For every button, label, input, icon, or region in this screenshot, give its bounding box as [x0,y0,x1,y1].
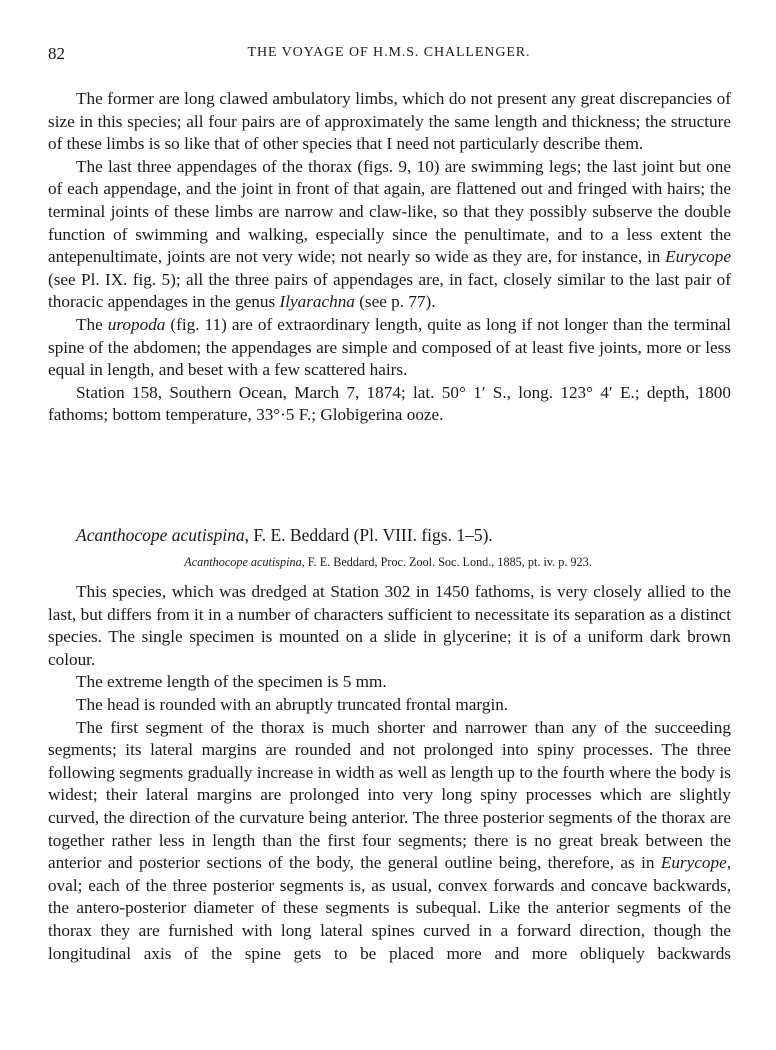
paragraph-length: The extreme length of the specimen is 5 mm. [76,672,387,692]
page-number: 82 [48,44,65,63]
genus-name: Eurycope [660,853,727,873]
genus-name: Ilyarachna [279,292,355,312]
running-title: THE VOYAGE OF H.M.S. CHALLENGER. [247,45,531,60]
paragraph-uropoda: The uropoda (fig. 11) are of extraordinary length, quite as long if not longer than the terminal spine of the abdomen; the appendages are simple and composed of at least five joints, more or less equal in length, and beset with a few scattered hairs. [48,314,731,380]
running-head [48,44,730,66]
synonym-reference: Acanthocope acutispina, F. E. Beddard, Proc. Zool. Soc. Lond., 1885, pt. iv. p. 923. [184,555,592,569]
paragraph-station-record: Station 158, Southern Ocean, March 7, 1874; lat. 50° 1′ S., long. 123° 4′ E.; depth, 1800 fathoms; bottom temperature, 33°·5 F.; Globigerina ooze. [48,382,731,425]
paragraph-head: The head is rounded with an abruptly truncated frontal margin. [76,694,509,714]
paragraph-station-302: This species, which was dredged at Station 302 in 1450 fathoms, is very closely allied to the last, but differs from it in a number of characters sufficient to necessitate its separation as a distinct species. The single specimen is mounted on a slide in glycerine; it is of a uniform dark brown colour. [48,582,731,669]
paragraph-ambulatory-limbs: The former are long clawed ambulatory limbs, which do not present any great discrepancies of size in this species; all four pairs are of approximately the same length and thickness; the structure of these limbs is so like that of other species that I need not particularly describe them. [48,89,731,154]
species-authority: , F. E. Beddard (Pl. VIII. figs. 1–5). [244,525,493,545]
genus-name: Eurycope [665,247,731,267]
species-name: Acanthocope acutispina [76,525,245,545]
section-previous-species [48,88,731,427]
paragraph-swimming-legs: The last three appendages of the thorax (figs. 9, 10) are swimming legs; the last joint but one of each appendage, and the joint in front of that again, are flattened out and fringed with hairs; the terminal joints of these limbs are narrow and claw-like, so that they possibly subserve the double function of swimming and walking, especially since the penultimate, and to a less extent the antepenultimate, joints are not very wide; not nearly so wide as they are, for instance, in Eurycope (see Pl. IX. fig. 5); all the three pairs of appendages are, in fact, closely similar to the last pair of thoracic appendages in the genus Ilyarachna (see p. 77). [48,156,731,312]
paragraph-thorax-segments: The first segment of the thorax is much shorter and narrower than any of the succeeding segments; its lateral margins are rounded and not prolonged into spiny processes. The three following segments gradually increase in width as well as length up to the fourth where the body is widest; their lateral margins are prolonged into very long spiny processes which are slightly curved, the direction of the curvature being anterior. The three posterior segments of the thorax are together rather less in length than the first four segments; there is no great break between the anterior and posterior sections of the body, the general outline being, therefore, as in Eurycope, oval; each of the three posterior segments is, as usual, convex forwards and concave backwards, the antero-posterior diameter of these segments is subequal. Like the anterior segments of the thorax they are furnished with long lateral spines curved in a forward direction, though the longitudinal axis of the spine gets to be placed more and more obliquely backwards [48,717,731,963]
species-heading [76,525,493,546]
anatomical-term: uropoda [107,314,166,334]
section-acanthocope-description [48,581,731,965]
